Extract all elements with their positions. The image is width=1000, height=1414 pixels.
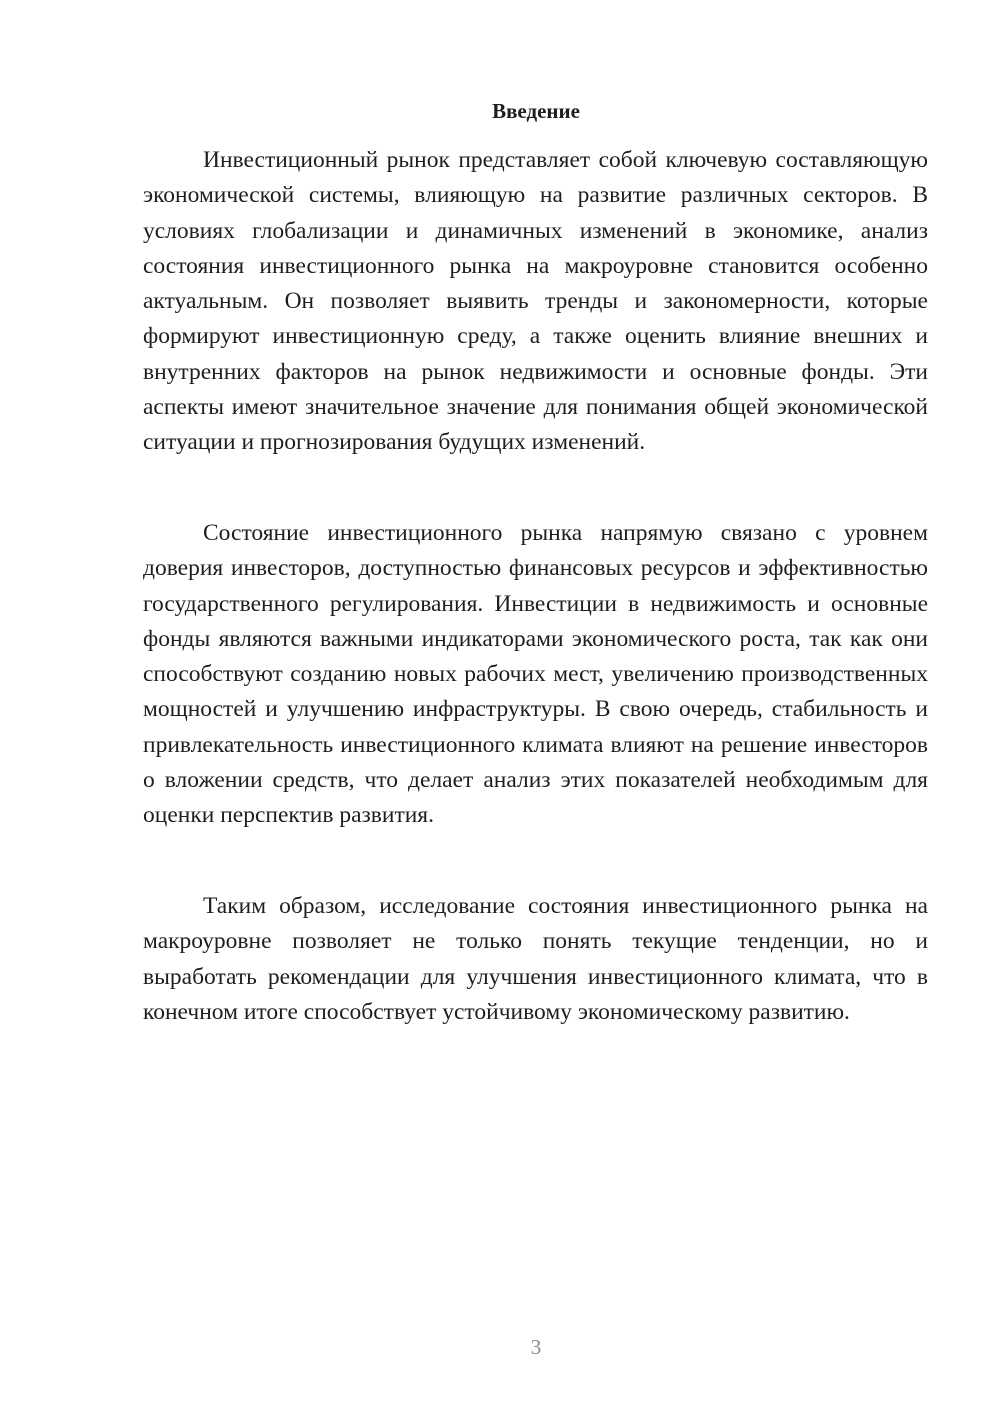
paragraph-1: Инвестиционный рынок представляет собой ключевую составляющую экономической системы, влияющую на развитие различных секторов. В условиях глобализации и динамичных изменений в экономике, анализ состояния инвестиционного рынка на макроуровне становится особенно актуальным. Он позволяет выявить тренды и закономерности, которые формируют инвестиционную среду, а также оценить влияние внешних и внутренних факторов на рынок недвижимости и основные фонды. Эти аспекты имеют значительное значение для понимания общей экономической ситуации и прогнозирования будущих изменений. xyxy=(143,147,928,456)
paragraph-3: Таким образом, исследование состояния инвестиционного рынка на макроуровне позволяет не только понять текущие тенденции, но и выработать рекомендации для улучшения инвестиционного климата, что в конечном итоге способствует устойчивому экономическому развитию. xyxy=(143,893,928,1025)
section-heading: Введение xyxy=(492,99,580,123)
paragraph-2: Состояние инвестиционного рынка напрямую связано с уровнем доверия инвесторов, доступностью финансовых ресурсов и эффективностью государственного регулирования. Инвестиции в недвижимость и основные фонды являются важными индикаторами экономического роста, так как они способствуют созданию новых рабочих мест, увеличению производственных мощностей и улучшению инфраструктуры. В свою очередь, стабильность и привлекательность инвестиционного климата влияют на решение инвесторов о вложении средств, что делает анализ этих показателей необходимым для оценки перспектив развития. xyxy=(143,520,928,829)
page-number: 3 xyxy=(530,1335,542,1359)
